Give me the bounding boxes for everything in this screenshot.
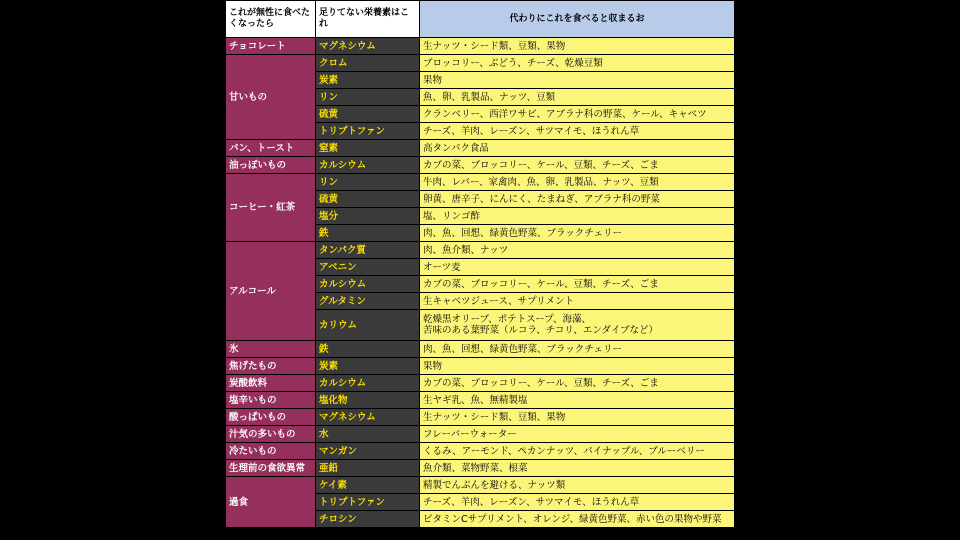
alternative-foods-cell xyxy=(420,409,735,426)
nutrient-cell: カルシウム xyxy=(316,157,420,174)
nutrient-cell: 炭素 xyxy=(316,72,420,89)
table-row xyxy=(226,242,735,259)
alternative-foods-cell xyxy=(420,72,735,89)
alternative-foods-text: 精製でんぷんを避ける、ナッツ類 xyxy=(423,479,566,491)
craving-cell: 生理前の食欲異常 xyxy=(226,460,316,477)
nutrient-cell: 水 xyxy=(316,426,420,443)
craving-cell: チョコレート xyxy=(226,38,316,55)
nutrient-cell: トリプトファン xyxy=(316,494,420,511)
alternative-foods-text: 生ヤギ乳、魚、無精製塩 xyxy=(423,394,528,406)
alternative-foods-text: 塩、リンゴ酢 xyxy=(423,210,481,222)
table-row xyxy=(226,392,735,409)
nutrient-cell: リン xyxy=(316,174,420,191)
alternative-foods-cell xyxy=(420,511,735,528)
alternative-foods-text: 肉、魚、回想、緑黄色野菜、ブラックチェリー xyxy=(423,343,623,355)
craving-cell: 汁気の多いもの xyxy=(226,426,316,443)
alternative-foods-cell xyxy=(420,38,735,55)
alternative-foods-cell xyxy=(420,443,735,460)
craving-nutrient-table xyxy=(225,0,734,528)
craving-cell: 塩辛いもの xyxy=(226,392,316,409)
alternative-foods-cell xyxy=(420,426,735,443)
craving-cell: 過食 xyxy=(226,477,316,528)
craving-cell: 焦げたもの xyxy=(226,358,316,375)
table-row xyxy=(226,157,735,174)
table-row xyxy=(226,409,735,426)
alternative-foods-cell xyxy=(420,225,735,242)
alternative-foods-text: フレーバーウォーター xyxy=(423,428,517,440)
nutrient-cell: アベニン xyxy=(316,259,420,276)
alternative-foods-text: 魚、卵、乳製品、ナッツ、豆類 xyxy=(423,91,556,103)
alternative-foods-cell xyxy=(420,106,735,123)
alternative-foods-cell xyxy=(420,392,735,409)
table-row xyxy=(226,140,735,157)
alternative-foods-text: 肉、魚、回想、緑黄色野菜、ブラックチェリー xyxy=(423,227,623,239)
alternative-foods-text: チーズ、羊肉、レーズン、サツマイモ、ほうれん草 xyxy=(423,496,640,508)
nutrient-cell: カルシウム xyxy=(316,375,420,392)
nutrient-cell: マンガン xyxy=(316,443,420,460)
table-row xyxy=(226,375,735,392)
alternative-foods-text: ビタミンCサプリメント、オレンジ、緑黄色野菜、赤い色の果物や野菜 xyxy=(423,513,722,525)
nutrient-cell: クロム xyxy=(316,55,420,72)
craving-cell: 冷たいもの xyxy=(226,443,316,460)
nutrient-cell: 塩化物 xyxy=(316,392,420,409)
alternative-foods-cell xyxy=(420,208,735,225)
alternative-foods-text: 生キャベツジュース、サプリメント xyxy=(423,295,575,307)
nutrient-cell: カルシウム xyxy=(316,276,420,293)
alternative-foods-text: 乾燥黒オリーブ、ポテトスープ、海藻、 xyxy=(423,314,591,325)
table-row xyxy=(226,55,735,72)
alternative-foods-text: カブの菜、ブロッコリー、ケール、豆類、チーズ、ごま xyxy=(423,159,659,171)
alternative-foods-text-line2: 苦味のある葉野菜（ルコラ、チコリ、エンダイブなど） xyxy=(423,325,659,336)
alternative-foods-cell xyxy=(420,460,735,477)
nutrient-cell: 鉄 xyxy=(316,225,420,242)
craving-cell: アルコール xyxy=(226,242,316,341)
alternative-foods-cell xyxy=(420,140,735,157)
nutrient-cell: ケイ素 xyxy=(316,477,420,494)
header-nutrient: 足りてない栄養素はこれ xyxy=(316,1,420,38)
alternative-foods-text: くるみ、アーモンド、ペカンナッツ、パイナップル、ブルーベリー xyxy=(423,445,705,457)
nutrient-cell: チロシン xyxy=(316,511,420,528)
alternative-foods-text: オーツ麦 xyxy=(423,261,461,273)
header-row xyxy=(226,1,735,38)
nutrient-cell: トリプトファン xyxy=(316,123,420,140)
alternative-foods-cell xyxy=(420,242,735,259)
craving-cell: 甘いもの xyxy=(226,55,316,140)
alternative-foods-cell xyxy=(420,375,735,392)
alternative-foods-cell xyxy=(420,89,735,106)
nutrient-cell: リン xyxy=(316,89,420,106)
nutrient-cell: カリウム xyxy=(316,310,420,341)
craving-cell: 油っぽいもの xyxy=(226,157,316,174)
table-row xyxy=(226,426,735,443)
nutrient-cell: 炭素 xyxy=(316,358,420,375)
alternative-foods-text: 肉、魚介類、ナッツ xyxy=(423,244,509,256)
alternative-foods-cell xyxy=(420,157,735,174)
table-row xyxy=(226,38,735,55)
alternative-foods-cell xyxy=(420,123,735,140)
table-row xyxy=(226,443,735,460)
alternative-foods-text: 果物 xyxy=(423,360,443,372)
alternative-foods-text: チーズ、羊肉、レーズン、サツマイモ、ほうれん草 xyxy=(423,125,640,137)
craving-cell: コーヒー・紅茶 xyxy=(226,174,316,242)
nutrient-cell: 塩分 xyxy=(316,208,420,225)
alternative-foods-text: 生ナッツ・シード類、豆類、果物 xyxy=(423,411,566,423)
nutrient-cell: 硫黄 xyxy=(316,191,420,208)
alternative-foods-cell xyxy=(420,259,735,276)
alternative-foods-cell xyxy=(420,310,735,341)
alternative-foods-text: 卵黄、唐辛子、にんにく、たまねぎ、アブラナ科の野菜 xyxy=(423,193,660,205)
nutrient-cell: 窒素 xyxy=(316,140,420,157)
craving-cell: 炭酸飲料 xyxy=(226,375,316,392)
alternative-foods-text: 牛肉、レバー、家禽肉、魚、卵、乳製品、ナッツ、豆類 xyxy=(423,176,659,188)
table-body xyxy=(226,38,735,528)
alternative-foods-text: 高タンパク食品 xyxy=(423,142,489,154)
nutrient-cell: 鉄 xyxy=(316,341,420,358)
craving-cell: 酸っぱいもの xyxy=(226,409,316,426)
nutrient-cell: マグネシウム xyxy=(316,409,420,426)
nutrient-cell: 亜鉛 xyxy=(316,460,420,477)
alternative-foods-cell xyxy=(420,477,735,494)
alternative-foods-text: 魚介類、菜物野菜、根菜 xyxy=(423,462,528,474)
alternative-foods-text: 果物 xyxy=(423,74,443,86)
alternative-foods-cell xyxy=(420,174,735,191)
alternative-foods-text: クランベリー、西洋ワサビ、アブラナ科の野菜、ケール、キャベツ xyxy=(423,108,707,120)
nutrient-cell: マグネシウム xyxy=(316,38,420,55)
table-row xyxy=(226,477,735,494)
alternative-foods-cell xyxy=(420,276,735,293)
nutrient-cell: タンパク質 xyxy=(316,242,420,259)
nutrient-cell: 硫黄 xyxy=(316,106,420,123)
table-row xyxy=(226,358,735,375)
craving-cell: 氷 xyxy=(226,341,316,358)
alternative-foods-cell xyxy=(420,358,735,375)
header-alternative: 代わりにこれを食べると収まるお xyxy=(420,1,735,38)
alternative-foods-cell xyxy=(420,293,735,310)
table-row xyxy=(226,341,735,358)
table-row xyxy=(226,460,735,477)
table-row xyxy=(226,174,735,191)
craving-table-container xyxy=(225,0,734,540)
alternative-foods-text: 生ナッツ・シード類、豆類、果物 xyxy=(423,40,566,52)
alternative-foods-text: カブの菜、ブロッコリー、ケール、豆類、チーズ、ごま xyxy=(423,278,659,290)
nutrient-cell: グルタミン xyxy=(316,293,420,310)
alternative-foods-cell xyxy=(420,55,735,72)
alternative-foods-cell xyxy=(420,191,735,208)
alternative-foods-text: ブロッコリー、ぶどう、チーズ、乾燥豆類 xyxy=(423,57,603,69)
alternative-foods-text: カブの菜、ブロッコリー、ケール、豆類、チーズ、ごま xyxy=(423,377,659,389)
alternative-foods-cell xyxy=(420,494,735,511)
craving-cell: パン、トースト xyxy=(226,140,316,157)
alternative-foods-cell xyxy=(420,341,735,358)
header-craving: これが無性に食べたくなったら xyxy=(226,1,316,38)
